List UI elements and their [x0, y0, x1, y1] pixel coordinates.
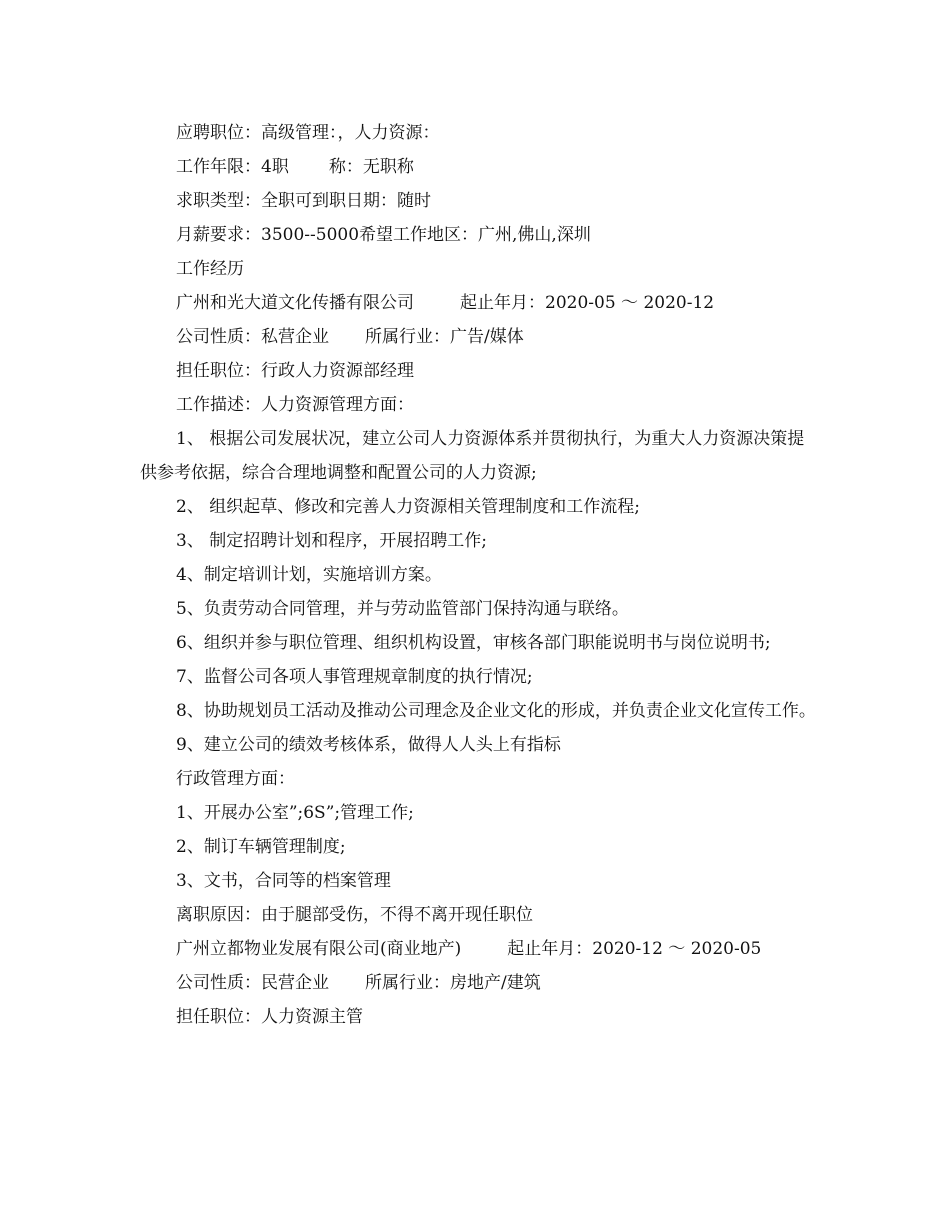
job2-industry: 所属行业：房地产/建筑 — [365, 973, 541, 993]
job1-title: 担任职位：行政人力资源部经理 — [176, 361, 414, 381]
job1-company: 广州和光大道文化传播有限公司 — [176, 293, 414, 313]
job2-period: 起止年月：2020-12 ～ 2020-05 — [507, 939, 762, 959]
job1-item: 9、建立公司的绩效考核体系，做得人人头上有指标 — [176, 735, 561, 755]
work-years-label: 工作年限：4职 — [176, 157, 289, 177]
job1-leave-reason: 离职原因：由于腿部受伤，不得不离开现任职位 — [176, 905, 533, 925]
job2-title: 担任职位：人力资源主管 — [176, 1007, 363, 1027]
job1-admin-heading: 行政管理方面： — [176, 769, 295, 789]
job1-admin-item: 2、制订车辆管理制度; — [176, 837, 346, 857]
job1-item: 8、协助规划员工活动及推动公司理念及企业文化的形成，并负责企业文化宣传工作。 — [176, 701, 816, 721]
job1-admin-item: 1、开展办公室”;6S”;管理工作; — [176, 803, 414, 823]
resume-body — [140, 116, 820, 1034]
job2-nature: 公司性质：民营企业 — [176, 973, 329, 993]
job1-item: 7、监督公司各项人事管理规章制度的执行情况; — [176, 667, 533, 687]
job2-nature-row — [140, 966, 820, 1000]
job1-desc-heading: 工作描述：人力资源管理方面： — [176, 395, 414, 415]
job1-admin-item: 3、文书，合同等的档案管理 — [176, 871, 391, 891]
job1-item: 6、组织并参与职位管理、组织机构设置，审核各部门职能说明书与岗位说明书; — [176, 633, 771, 653]
job1-item: 1、 根据公司发展状况，建立公司人力资源体系并贯彻执行，为重大人力资源决策提供参考依据，综合合理地调整和配置公司的人力资源; — [140, 429, 805, 483]
job-type: 求职类型：全职可到职日期：随时 — [176, 191, 431, 211]
job1-item: 4、制定培训计划，实施培训方案。 — [176, 565, 442, 585]
job1-nature: 公司性质：私营企业 — [176, 327, 329, 347]
work-years-row — [140, 150, 820, 184]
job2-company: 广州立都物业发展有限公司(商业地产) — [176, 939, 462, 959]
job1-period: 起止年月：2020-05 ～ 2020-12 — [460, 293, 715, 313]
job1-item: 2、 组织起草、修改和完善人力资源相关管理制度和工作流程; — [176, 497, 640, 517]
salary-requirement: 月薪要求：3500--5000希望工作地区：广州,佛山,深圳 — [176, 225, 591, 245]
section-heading-work-history: 工作经历 — [176, 259, 244, 279]
job1-item: 3、 制定招聘计划和程序，开展招聘工作; — [176, 531, 487, 551]
job1-industry: 所属行业：广告/媒体 — [365, 327, 524, 347]
job1-company-row — [140, 286, 820, 320]
work-years-title: 称：无职称 — [328, 157, 414, 177]
job2-company-row — [140, 932, 820, 966]
job1-item: 5、负责劳动合同管理，并与劳动监管部门保持沟通与联络。 — [176, 599, 629, 619]
position-applied: 应聘职位：高级管理：，人力资源： — [176, 123, 440, 143]
job1-nature-row — [140, 320, 820, 354]
